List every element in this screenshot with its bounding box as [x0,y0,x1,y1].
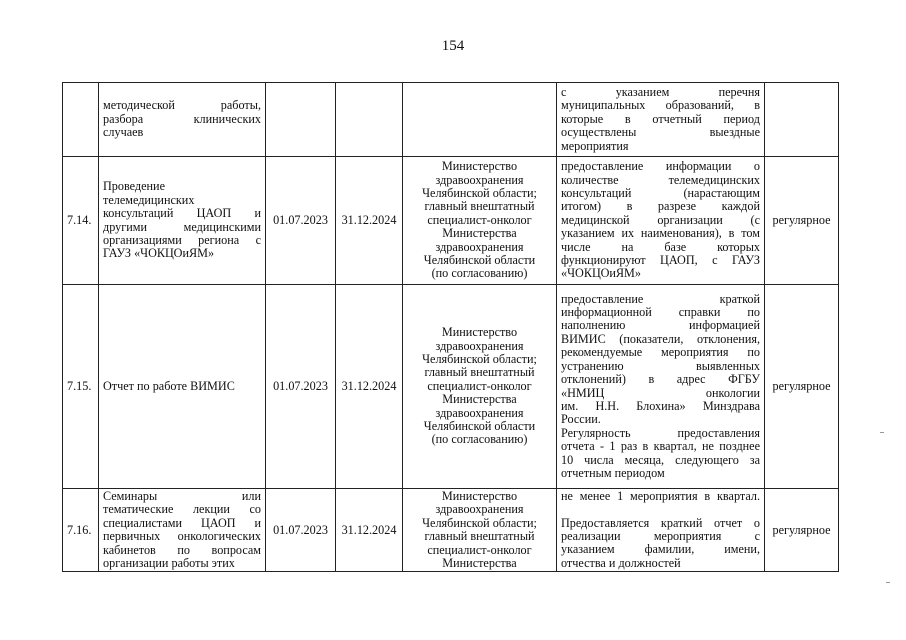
cell-line: первичных онкологических [103,529,261,544]
start-date: 01.07.2023 [266,285,336,489]
cell-line: специалист-онколог [427,212,532,227]
cell-line: консультаций (нарастающим [561,185,760,200]
periodicity: регулярное [765,157,839,285]
end-date: 31.12.2024 [336,157,403,285]
cell-line: рекомендуемые мероприятия по [561,345,760,360]
cell-line: Челябинской области; [422,515,537,530]
start-date: 01.07.2023 [266,489,336,572]
cell-line: отчества и должностей [561,555,681,570]
start-date: 01.07.2023 [266,157,336,285]
report-cell [557,83,765,157]
table-row [63,83,839,157]
cell-line: предоставление информации о [561,159,760,174]
cell-line: России. [561,412,601,427]
cell-line: специалист-онколог [427,378,532,393]
row-number: 7.16. [63,489,99,572]
cell-line: специалист-онколог [427,542,532,557]
cell-line: Министерство [441,489,518,503]
cell-line: информационной справки по [561,305,760,320]
event-cell [99,157,266,285]
cell-line: телемедицинских [103,192,195,207]
end-date: 31.12.2024 [336,285,403,489]
cell-line: Министерства [442,226,517,241]
cell-line [561,504,760,517]
cell-line: которые в отчетный период [561,111,760,126]
cell-line: разбора клинических [103,111,261,126]
table-row [63,157,839,285]
periodicity: регулярное [765,489,839,572]
end-date: 31.12.2024 [336,489,403,572]
scan-mark [880,432,884,433]
cell-line: другими медицинскими [103,219,261,234]
measures-table [62,82,839,572]
responsible-cell [403,285,557,489]
cell-line: специалистами ЦАОП и [103,515,261,530]
cell-line: Семинары или [103,489,261,503]
row-number: 7.15. [63,285,99,489]
event-cell [99,285,266,489]
cell-line: 10 числа месяца, следующего за [561,452,760,467]
event-cell [99,489,266,572]
cell-line: ГАУЗ «ЧОКЦОиЯМ» [103,246,215,261]
cell-line: здравоохранения [435,239,524,254]
cell-line: «НМИЦ онкологии [561,385,760,400]
responsible-cell [403,489,557,572]
cell-line: мероприятия [561,138,629,153]
cell-line: Министерство [441,325,518,340]
cell-line: указанием фамилии, имени, [561,542,760,557]
cell-line: предоставление краткой [561,291,760,306]
cell-line: устранению выявленных [561,358,760,373]
cell-line: медицинской организации (с [561,212,760,227]
event-cell [99,83,266,157]
cell-line: здравоохранения [435,502,524,517]
cell-line: наполнению информацией [561,318,760,333]
cell-line: (по согласованию) [431,432,528,447]
cell-line: организации работы этих [103,556,235,571]
cell-line: методической работы, [103,98,261,113]
cell-line: им. Н.Н. Блохина» Минздрава [561,398,760,413]
report-cell [557,285,765,489]
report-cell [557,489,765,572]
cell-line: Челябинской области; [422,351,537,366]
cell-line: функционируют ЦАОП, с ГАУЗ [561,253,760,268]
page-number: 154 [441,38,465,54]
cell-line: консультаций ЦАОП и [103,206,261,221]
cell-line: муниципальных образований, в [561,98,760,113]
row-number [63,83,99,157]
periodicity: регулярное [765,285,839,489]
cell-line: тематические лекции со [103,502,261,517]
cell-line: организациями региона с [103,232,261,247]
cell-line: Отчет по работе ВИМИС [103,378,235,393]
cell-line: Министерство [441,159,518,174]
cell-line: (по согласованию) [431,266,528,281]
cell-line: главный внештатный [424,529,535,544]
cell-line: осуществлены выездные [561,125,760,140]
cell-line: кабинетов по вопросам [103,542,261,557]
cell-line: не менее 1 мероприятия в квартал. [561,489,760,504]
cell-line: Челябинской области [423,253,536,268]
cell-line: с указанием перечня [561,84,760,99]
report-cell [557,157,765,285]
cell-line: здравоохранения [435,405,524,420]
cell-line: случаев [103,125,144,140]
responsible-cell [403,83,557,157]
cell-line: реализации мероприятия с [561,529,760,544]
cell-line: Челябинской области; [422,185,537,200]
cell-line: отчетным периодом [561,465,665,480]
end-date [336,83,403,157]
cell-line: главный внештатный [424,365,535,380]
table-row [63,285,839,489]
scan-mark [886,582,890,583]
cell-line: отчета - 1 раз в квартал, не позднее [561,439,760,454]
cell-line: Министерства [442,392,517,407]
cell-line: отклонений) в адрес ФГБУ [561,372,760,387]
start-date [266,83,336,157]
cell-line: Предоставляется краткий отчет о [561,515,760,530]
table-row [63,489,839,572]
cell-line: количестве телемедицинских [561,172,760,187]
cell-line: Регулярность предоставления [561,425,760,440]
cell-line: числе на базе которых [561,239,760,254]
cell-line: здравоохранения [435,338,524,353]
cell-line: ВИМИС (показатели, отклонения, [561,331,760,346]
cell-line: главный внештатный [424,199,535,214]
row-number: 7.14. [63,157,99,285]
cell-line: «ЧОКЦОиЯМ» [561,266,641,281]
cell-line: здравоохранения [435,172,524,187]
periodicity [765,83,839,157]
cell-line: итогом) в разрезе каждой [561,199,760,214]
cell-line: указанием их наименования), в том [561,226,760,241]
responsible-cell [403,157,557,285]
cell-line: Проведение [103,179,165,194]
cell-line: Челябинской области [423,419,536,434]
cell-line: Министерства [442,556,517,571]
